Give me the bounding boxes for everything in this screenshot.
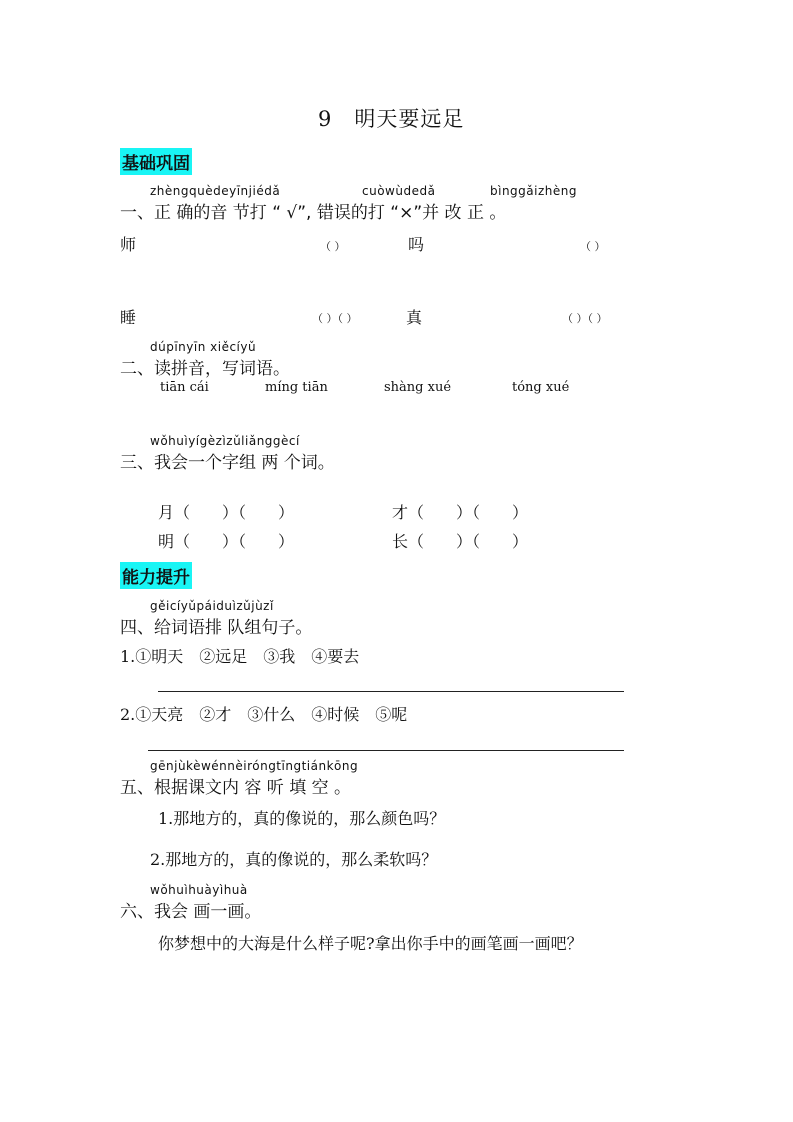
q2-word-1: tiān cái (160, 380, 209, 395)
q1-instruction: 一、正 确的音 节打 “ √”, 错误的打 “×”并 改 正 。 (120, 203, 507, 223)
q4-item-2: 2.①天亮 ②才 ③什么 ④时候 ⑤呢 (120, 705, 408, 724)
q3-instruction: 三、我会一个字组 两 个词。 (120, 453, 335, 473)
q4-answer-line-1[interactable] (158, 691, 624, 692)
q4-answer-line-2[interactable] (148, 750, 624, 751)
q5-item-1: 1.那地方的，真的像说的，那么颜色吗？ (158, 809, 446, 828)
q2-word-4: tóng xué (512, 380, 570, 395)
q3-row1-left[interactable]: 月（ ）（ ） (158, 503, 295, 522)
q4-instruction: 四、给词语排 队组句子。 (120, 618, 313, 638)
q2-pinyin: dúpīnyīn xiěcíyǔ (150, 340, 257, 354)
q3-row1-right[interactable]: 才（ ）（ ） (392, 503, 529, 522)
section-basic-heading: 基础巩固 (120, 148, 192, 175)
section-advanced-heading: 能力提升 (120, 562, 192, 589)
q5-item-2: 2.那地方的，真的像说的，那么柔软吗？ (150, 850, 438, 869)
q2-instruction: 二、读拼音，写词语。 (120, 359, 290, 379)
q4-pinyin: gěicíyǔpáiduìzǔjùzǐ (150, 599, 274, 613)
q2-word-2: míng tiān (265, 380, 328, 395)
q3-pinyin: wǒhuìyígèzìzǔliǎnggècí (150, 434, 300, 448)
q1-answer-3[interactable]: （ ）（ ） (312, 312, 358, 325)
q3-row2-left[interactable]: 明（ ）（ ） (158, 532, 295, 551)
q3-row2-right[interactable]: 长（ ）（ ） (392, 532, 529, 551)
q6-item: 你梦想中的大海是什么样子呢?拿出你手中的画笔画一画吧？ (158, 934, 583, 953)
q1-char-2: 吗 (408, 235, 425, 254)
page-title: 9 明天要远足 (318, 107, 465, 131)
q1-pinyin-a: zhèngquèdeyīnjiédǎ (150, 184, 281, 198)
q1-char-3: 睡 (120, 308, 137, 327)
q6-instruction: 六、我会 画一画。 (120, 902, 262, 922)
q1-pinyin-b: cuòwùdedǎ (362, 184, 436, 198)
q1-pinyin-c: bìnggǎizhèng (490, 184, 577, 198)
q5-instruction: 五、根据课文内 容 听 填 空 。 (120, 778, 352, 798)
q1-char-4: 真 (406, 308, 423, 327)
q1-answer-4[interactable]: （ ）（ ） (562, 312, 608, 325)
q1-answer-2[interactable]: （ ） (580, 240, 606, 253)
q1-answer-1[interactable]: （ ） (320, 240, 346, 253)
q5-pinyin: gēnjùkèwénnèiróngtīngtiánkōng (150, 759, 359, 773)
q6-pinyin: wǒhuìhuàyìhuà (150, 883, 248, 897)
q1-char-1: 师 (120, 235, 137, 254)
q2-word-3: shàng xué (384, 380, 452, 395)
q4-item-1: 1.①明天 ②远足 ③我 ④要去 (120, 647, 360, 666)
